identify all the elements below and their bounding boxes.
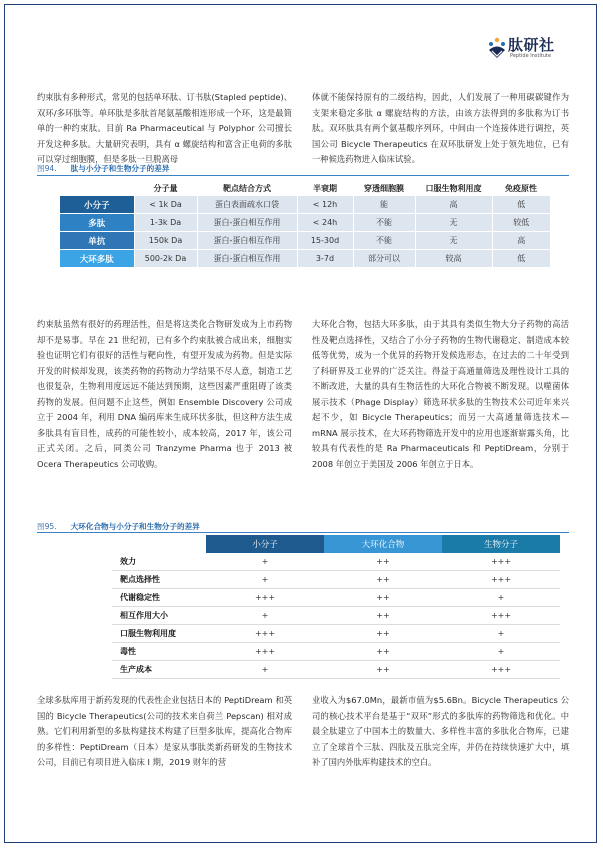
- fig94-rule: [37, 175, 569, 176]
- fig95-title: 图95. 大环化合物与小分子和生物分子的差异: [37, 522, 200, 531]
- fig94-cell: 蛋白表面疏水口袋: [197, 196, 297, 214]
- fig94-row-macrocyclic-peptide: [60, 250, 550, 268]
- fig95-row-label: 效力: [112, 553, 206, 571]
- fig95-row: [112, 607, 560, 625]
- fig95-col-header: 大环化合物: [324, 535, 442, 553]
- fig95-cell: ++: [324, 607, 442, 625]
- fig95-cell: ++: [324, 571, 442, 589]
- fig95-row-label: 相互作用大小: [112, 607, 206, 625]
- fig95-row: [112, 553, 560, 571]
- fig95-cell: ++: [324, 643, 442, 661]
- fig94-cell: 500-2k Da: [134, 250, 197, 268]
- fig94-header-row: [60, 180, 550, 196]
- fig94-cell: 15-30d: [297, 232, 353, 250]
- para2-left: 约束肽虽然有很好的药理活性，但是将这类化合物研发成为上市药物却不是易事。早在 21 世纪初，已有多个约束肽被合成出来，细胞实验也证明它们有很好的活性与靶向性，有望开发成为药物。但是实际开发的时候却发现，该类药物的药物动力学结果不尽人意，制造工艺也很复杂，生物利用度远远不能达到预期，这些因素严重阻碍了该类药物的发展。但问题不止这些，例如 Ensemble Discovery 公司成立于 2004 年，利用 DNA 编码库来生成环状多肽，但这种方法生成多肽具有盲目性，成药的可能性较小，成本较高，2017 年，该公司正式关闭。之后，同类公司 Tranzyme Pharma 也于 2013 被 Ocera Therapeutics 公司收购。: [37, 319, 292, 469]
- fig94-row-label: 多肽: [60, 214, 134, 232]
- fig94-col-header: 免疫原性: [505, 183, 537, 193]
- fig94-title: 图94. 肽与小分子和生物分子的差异: [37, 164, 170, 173]
- fig94-cell: 高: [492, 232, 550, 250]
- fig95-row: [112, 643, 560, 661]
- fig94-row-label: 小分子: [60, 196, 134, 214]
- fig94-cell: 蛋白-蛋白相互作用: [197, 232, 297, 250]
- fig94-cell: < 24h: [297, 214, 353, 232]
- fig94-cell: 150k Da: [134, 232, 197, 250]
- fig94-cell: 高: [415, 196, 492, 214]
- fig95-cell: +: [206, 553, 324, 571]
- fig94-cell: 部分可以: [353, 250, 415, 268]
- fig94-cell: 3-7d: [297, 250, 353, 268]
- fig95-cell: ++: [324, 589, 442, 607]
- fig95-col-header: 生物分子: [442, 535, 560, 553]
- fig94-cell: 低: [492, 196, 550, 214]
- logo: [486, 36, 566, 62]
- fig95-row: [112, 661, 560, 679]
- fig95-row-label: 毒性: [112, 643, 206, 661]
- fig94-cell: 低: [492, 250, 550, 268]
- fig94-table: [60, 180, 550, 268]
- fig94-row-antibody: [60, 232, 550, 250]
- fig94-col-header: 分子量: [153, 183, 178, 193]
- fig95-row-label: 代谢稳定性: [112, 589, 206, 607]
- para2-right: 大环化合物，包括大环多肽，由于其具有类似生物大分子药物的高活性及靶点选择性，又结合了小分子药物的生物代谢稳定、制造成本较低等优势，成为一个优异的药物开发候选形态，在过去的二十年受到了科研界及工业界的广泛关注。得益于高通量筛选及理性设计工具的不断改进，大量的具有生物活性的大环化合物被不断发现。以噬菌体展示技术（Phage Display）筛选环状多肽的生物技术公司近年来兴起不少，如 Bicycle Therapeutics；而另一大高通量筛选技术—mRNA 展示技术，在大环药物筛选开发中的应用也逐渐崭露头角，比较具有代表性的是 Ra Pharmaceuticals 和 PeptiDream，分别于 2008 年创立于美国及 2006 年创立于日本。: [312, 319, 569, 469]
- fig95-row-label: 口服生物利用度: [112, 625, 206, 643]
- fig94-cell: 1-3k Da: [134, 214, 197, 232]
- fig94-col-header: 穿透细胞膜: [364, 183, 404, 193]
- fig95-cell: +++: [442, 661, 560, 679]
- fig94-cell: 蛋白-蛋白相互作用: [197, 250, 297, 268]
- fig95-col-header: 小分子: [206, 535, 324, 553]
- fig94-cell: 蛋白-蛋白相互作用: [197, 214, 297, 232]
- fig95-cell: +: [206, 661, 324, 679]
- para3-left: 全球多肽库用于新药发现的代表性企业包括日本的 PeptiDream 和英国的 Bicycle Therapeutics(公司的技术来自荷兰 Pepscan) 相对成熟。它们利用新型的多肽构建技术构建了巨型多肽库，提高化合物库的多样性：PeptiDream（日本）是家从事肽类新药研发的生物技术公司，目前已有项目进入临床 I 期，2019 财年的营: [37, 695, 292, 767]
- fig95-cell: +++: [206, 589, 324, 607]
- fig94-cell: 无: [415, 214, 492, 232]
- fig94-cell: < 12h: [297, 196, 353, 214]
- fig95-cell: +: [442, 589, 560, 607]
- fig95-rule: [37, 532, 569, 533]
- fig94-cell: 能: [353, 196, 415, 214]
- fig94-col-header: 口服生物利用度: [425, 183, 482, 193]
- fig95-row-label: 靶点选择性: [112, 571, 206, 589]
- fig95-row: [112, 625, 560, 643]
- fig94-cell: < 1k Da: [134, 196, 197, 214]
- fig94-cell: 较高: [415, 250, 492, 268]
- fig94-cell: 无: [415, 232, 492, 250]
- fig95-cell: +: [206, 571, 324, 589]
- fig94-cell: 不能: [353, 214, 415, 232]
- fig94-cell: 较低: [492, 214, 550, 232]
- fig95-cell: +++: [442, 553, 560, 571]
- fig94-cell: 不能: [353, 232, 415, 250]
- logo-subtitle: Peptide Institute: [510, 53, 552, 59]
- fig95-cell: +: [442, 625, 560, 643]
- fig95-row: [112, 571, 560, 589]
- fig95-header-row: [112, 535, 560, 553]
- fig95-cell: ++: [324, 625, 442, 643]
- para1-right: 体就不能保持原有的二级结构，因此，人们发展了一种用碳碳键作为支架来稳定多肽 α 螺旋结构的方法，由该方法得到的多肽称为订书肽。双环肽具有两个氨基酸序列环，中间由一个连接体进行调控，英国公司 Bicycle Therapeutics 在双环肽研发上处于领先地位，已有一种候选药物进入临床试验。: [312, 92, 569, 164]
- fig95-cell: +++: [206, 643, 324, 661]
- logo-mark-icon: [486, 36, 508, 60]
- fig95-row: [112, 589, 560, 607]
- fig94-col-header: 靶点结合方式: [223, 183, 271, 193]
- fig95-cell: ++: [324, 553, 442, 571]
- para1-left: 约束肽有多种形式，常见的包括单环肽、订书肽(Stapled peptide)、双环/多环肽等。单环肽是多肽首尾氨基酸相连形成一个环，这是最简单的一种约束肽。目前 Ra Pharmaceutical 与 Polyphor 公司擅长开发这种多肽。大量研究表明，具有 α 螺旋结构和富含正电荷的多肽可以穿过细胞膜，但是多肽一旦脱离母: [37, 92, 292, 164]
- fig95-cell: ++: [324, 661, 442, 679]
- fig95-cell: +++: [442, 607, 560, 625]
- fig95-cell: +: [442, 643, 560, 661]
- fig94-row-small-molecule: [60, 196, 550, 214]
- fig94-row-label: 单抗: [60, 232, 134, 250]
- para3-right: 业收入为$67.0Mn，最新市值为$5.6Bn。Bicycle Therapeutics 公司的核心技术平台是基于“双环”形式的多肽库的药物筛选和优化。中晨全肽建立了中国本土的数量大、多样性丰富的多肽化合物库，已建立了全球首个三肽、四肽及五肽完全库，并仍在持续快速扩大中，填补了国内外肽库构建技术的空白。: [312, 695, 569, 767]
- fig95-table: [112, 535, 560, 679]
- fig94-row-label: 大环多肽: [60, 250, 134, 268]
- fig95-cell: +: [206, 607, 324, 625]
- logo-name: 肽研社: [508, 36, 555, 54]
- fig95-row-label: 生产成本: [112, 661, 206, 679]
- fig95-cell: +++: [442, 571, 560, 589]
- fig94-row-peptide: [60, 214, 550, 232]
- fig95-cell: +++: [206, 625, 324, 643]
- fig94-col-header: 半衰期: [313, 183, 337, 193]
